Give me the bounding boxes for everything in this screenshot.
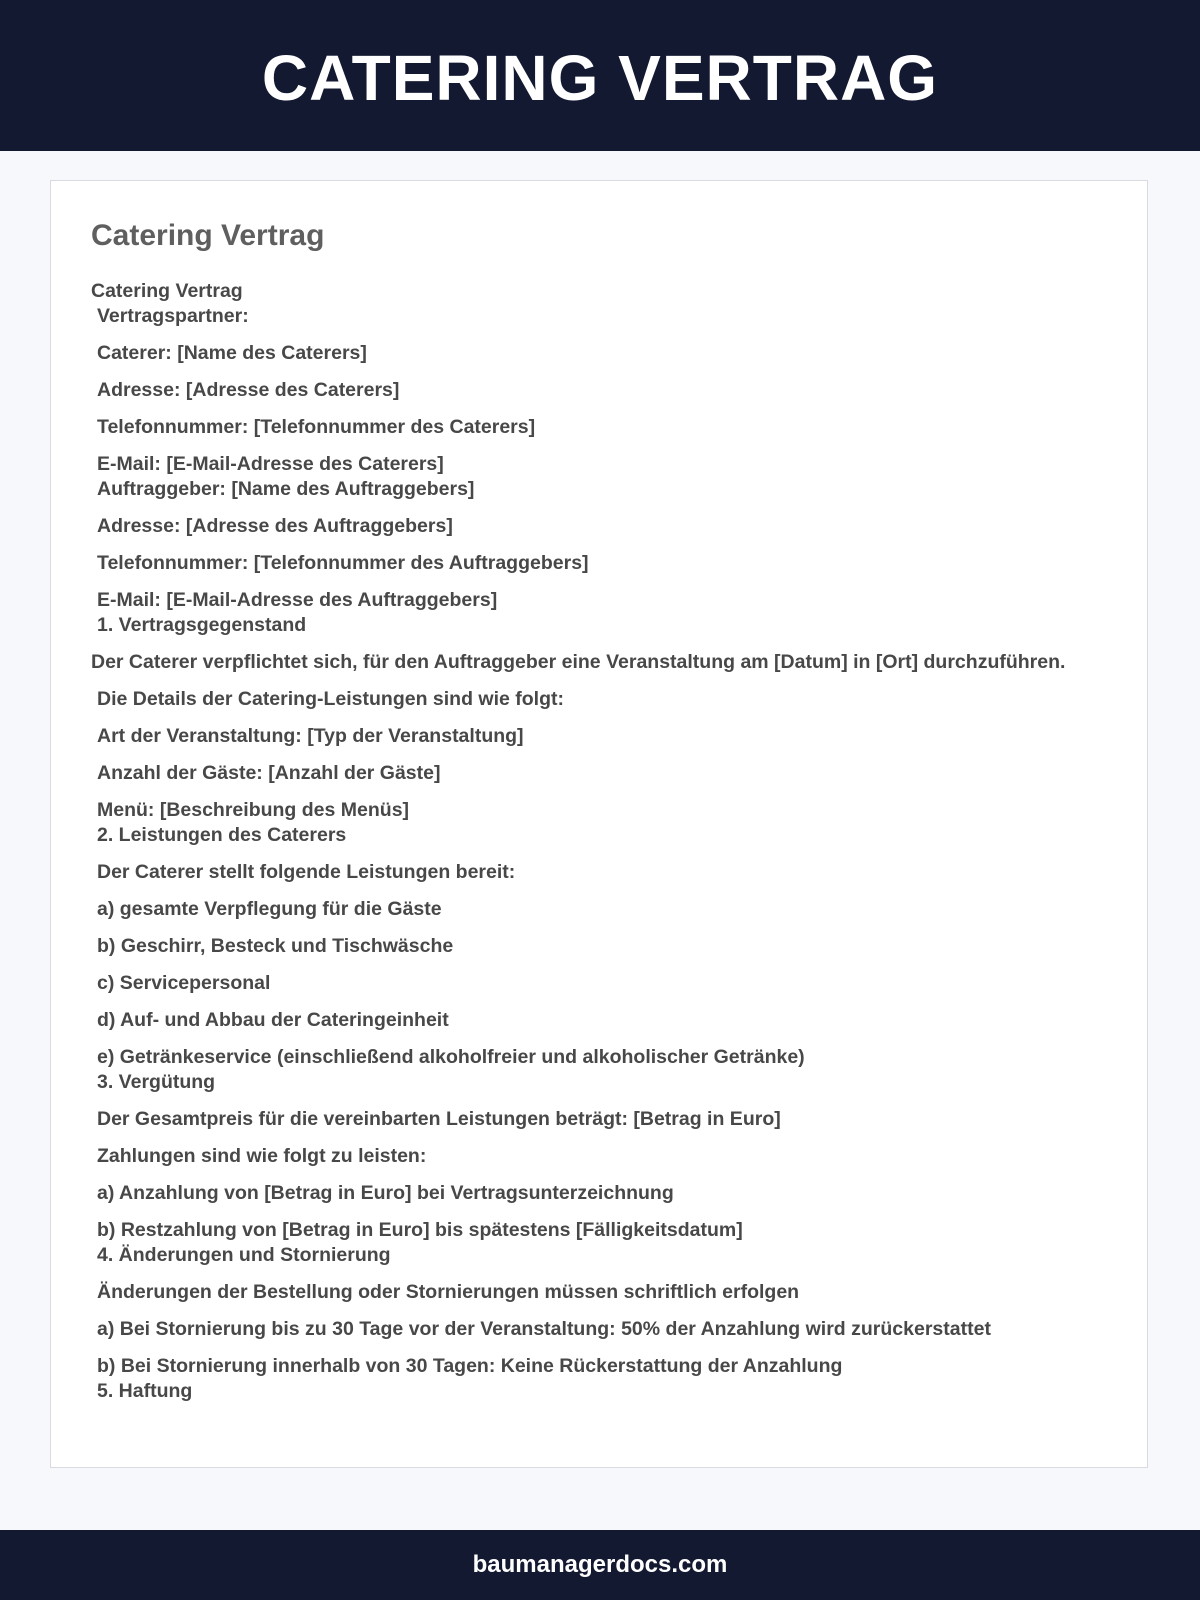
document-line: Adresse: [Adresse des Caterers] [97, 379, 400, 401]
document-line: Telefonnummer: [Telefonnummer des Caterers] [97, 416, 536, 438]
document-card [50, 180, 1148, 1468]
header-title: CATERING VERTRAG [261, 41, 939, 114]
document-line: 3. Vergütung [97, 1071, 216, 1093]
document-line: Änderungen der Bestellung oder Stornierungen müssen schriftlich erfolgen [97, 1281, 800, 1303]
document-line: a) Anzahlung von [Betrag in Euro] bei Vertragsunterzeichnung [97, 1182, 674, 1204]
document-line: a) Bei Stornierung bis zu 30 Tage vor der Veranstaltung: 50% der Anzahlung wird zurückerstattet [97, 1318, 991, 1340]
document-line: Adresse: [Adresse des Auftraggebers] [97, 515, 453, 537]
document-line: a) gesamte Verpflegung für die Gäste [97, 898, 442, 920]
document-line: b) Bei Stornierung innerhalb von 30 Tagen: Keine Rückerstattung der Anzahlung [97, 1355, 843, 1377]
document-line: E-Mail: [E-Mail-Adresse des Caterers] [97, 453, 444, 475]
document-line: Vertragspartner: [97, 305, 249, 327]
document-line: Der Gesamtpreis für die vereinbarten Leistungen beträgt: [Betrag in Euro] [97, 1108, 781, 1130]
document-line: Zahlungen sind wie folgt zu leisten: [97, 1145, 427, 1167]
document-line: Catering Vertrag [91, 280, 243, 302]
document-line: Auftraggeber: [Name des Auftraggebers] [97, 478, 475, 500]
page-footer [0, 1530, 1200, 1600]
document-line: e) Getränkeservice (einschließend alkoholfreier und alkoholischer Getränke) [97, 1046, 805, 1068]
document-line: Telefonnummer: [Telefonnummer des Auftraggebers] [97, 552, 589, 574]
document-line: 5. Haftung [97, 1380, 193, 1402]
document-line: Der Caterer verpflichtet sich, für den Auftraggeber eine Veranstaltung am [Datum] in [Ort] durchzuführen. [91, 651, 1066, 673]
document-line: Der Caterer stellt folgende Leistungen bereit: [97, 861, 516, 883]
document-line: 4. Änderungen und Stornierung [97, 1244, 391, 1266]
document-line: Anzahl der Gäste: [Anzahl der Gäste] [97, 762, 441, 784]
document-line: b) Restzahlung von [Betrag in Euro] bis spätestens [Fälligkeitsdatum] [97, 1219, 743, 1241]
document-line: 1. Vertragsgegenstand [97, 614, 307, 636]
document-line: Die Details der Catering-Leistungen sind wie folgt: [97, 688, 564, 710]
document-line: Art der Veranstaltung: [Typ der Veranstaltung] [97, 725, 524, 747]
page-header [0, 0, 1200, 151]
document-line: Caterer: [Name des Caterers] [97, 342, 367, 364]
document-line: 2. Leistungen des Caterers [97, 824, 347, 846]
document-title: Catering Vertrag [91, 219, 325, 252]
document-line: c) Servicepersonal [97, 972, 271, 994]
document-line: b) Geschirr, Besteck und Tischwäsche [97, 935, 454, 957]
document-line: E-Mail: [E-Mail-Adresse des Auftraggebers] [97, 589, 498, 611]
document-body [91, 279, 1121, 1404]
footer-site-link[interactable]: baumanagerdocs.com [472, 1551, 728, 1578]
document-line: Menü: [Beschreibung des Menüs] [97, 799, 410, 821]
document-line: d) Auf- und Abbau der Cateringeinheit [97, 1009, 449, 1031]
